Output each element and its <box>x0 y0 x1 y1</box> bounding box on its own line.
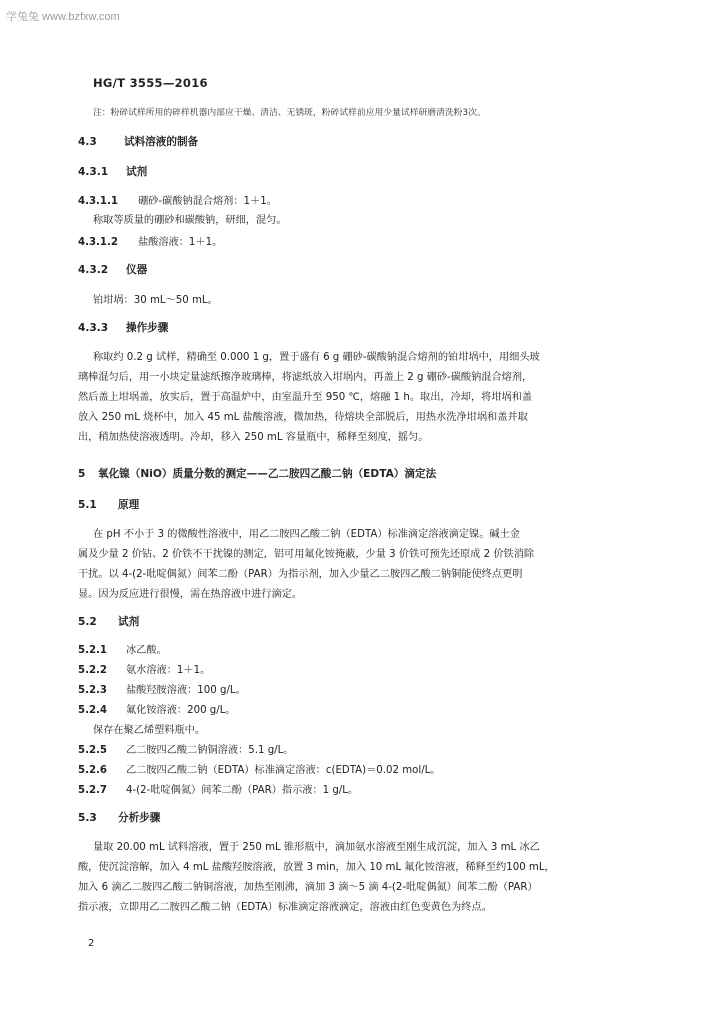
paragraph-line: 显。因为反应进行很慢，需在热溶液中进行滴定。 <box>78 589 303 600</box>
heading-4-3-2 <box>78 262 147 277</box>
item-text: 氨水溶液：1＋1。 <box>126 665 211 676</box>
storage-note: 保存在聚乙烯塑料瓶中。 <box>93 725 206 736</box>
paragraph-line: 干扰。以 4-(2-吡啶偶氮）间苯二酚（PAR）为指示剂，加入少量乙二胺四乙酸二钠铜能使终点更明 <box>78 569 523 580</box>
item-number: 5.2.2 <box>78 665 108 676</box>
item-text: 硼砂-碳酸钠混合熔剂：1＋1。 <box>138 196 277 207</box>
item-number: 5.2.7 <box>78 785 108 796</box>
heading-5-3 <box>78 810 160 825</box>
item-text: 氟化铵溶液：200 g/L。 <box>126 705 236 716</box>
paragraph-line: 璃棒混匀后，用一小块定量滤纸擦净玻璃棒，将滤纸放入坩埚内，再盖上 2 g 硼砂-碳酸钠混合熔剂， <box>78 372 533 383</box>
note: 注：粉碎试样所用的碎样机器内部应干燥、清洁、无锈斑，粉碎试样前应用少量试样研磨清洗粉3次。 <box>93 108 486 118</box>
item-text: 乙二胺四乙酸二钠铜溶液：5.1 g/L。 <box>126 745 294 756</box>
heading-5-2 <box>78 614 139 629</box>
item-5-2-3 <box>78 681 246 696</box>
item-4-3-1-1 <box>78 192 277 207</box>
item-number: 5.2.3 <box>78 685 108 696</box>
item-number: 4.3.1.2 <box>78 237 118 248</box>
paragraph-line: 加入 6 滴乙二胺四乙酸二钠铜溶液，加热至刚沸，滴加 3 滴～5 滴 4-(2-吡啶偶氮）间苯二酚（PAR） <box>78 882 538 893</box>
paragraph-line: 然后盖上坩埚盖，放实后，置于高温炉中，由室温升至 950 ℃，熔融 1 h。取出，冷却，将坩埚和盖 <box>78 392 533 403</box>
paragraph-line: 指示液，立即用乙二胺四乙酸二钠（EDTA）标准滴定溶液滴定，溶液由红色变黄色为终点。 <box>78 902 492 913</box>
paragraph-line: 量取 20.00 mL 试料溶液，置于 250 mL 锥形瓶中，滴加氨水溶液至刚生成沉淀，加入 3 mL 冰乙 <box>93 842 540 853</box>
section-number: 4.3.3 <box>78 322 109 334</box>
section-title: 分析步骤 <box>118 812 161 824</box>
paragraph-line: 称取约 0.2 g 试样，精确至 0.000 1 g，置于盛有 6 g 硼砂-碳酸钠混合熔剂的铂坩埚中，用细头玻 <box>93 352 540 363</box>
section-number: 5.1 <box>78 499 97 511</box>
item-5-2-7 <box>78 781 358 796</box>
paragraph-line: 属及少量 2 价钴、2 价铁不干扰镍的测定，铝可用氟化铵掩蔽，少量 3 价铁可预先还原成 2 价铁消除 <box>78 549 535 560</box>
item-number: 4.3.1.1 <box>78 196 118 207</box>
item-text: 盐酸羟胺溶液：100 g/L。 <box>126 685 246 696</box>
section-title: 仪器 <box>126 264 148 276</box>
section-number: 4.3.2 <box>78 264 109 276</box>
paragraph-line: 出，稍加热使溶液透明。冷却，移入 250 mL 容量瓶中，稀释至刻度，摇匀。 <box>78 432 429 443</box>
item-number: 5.2.4 <box>78 705 108 716</box>
section-title: 原理 <box>118 499 140 511</box>
item-number: 5.2.5 <box>78 745 108 756</box>
paragraph-line: 在 pH 不小于 3 的微酸性溶液中，用乙二胺四乙酸二钠（EDTA）标准滴定溶液滴定镍。碱土金 <box>93 529 520 540</box>
section-number: 5.3 <box>78 812 97 824</box>
standard-code: HG/T 3555—2016 <box>93 76 208 90</box>
section-title: 试料溶液的制备 <box>124 136 199 148</box>
heading-4-3-1 <box>78 164 147 179</box>
item-text: 4-(2-吡啶偶氮）间苯二酚（PAR）指示液：1 g/L。 <box>126 785 359 796</box>
section-title: 试剂 <box>126 166 148 178</box>
heading-4-3-3 <box>78 320 168 335</box>
item-5-2-2 <box>78 661 210 676</box>
item-5-2-6 <box>78 761 441 776</box>
section-title: 试剂 <box>118 616 140 628</box>
section-title: 操作步骤 <box>126 322 169 334</box>
page-number: 2 <box>88 938 95 949</box>
item-text: 盐酸溶液：1＋1。 <box>138 237 223 248</box>
section-number: 5 <box>78 468 86 480</box>
heading-5 <box>78 466 436 481</box>
section-number: 5.2 <box>78 616 97 628</box>
section-title: 氧化镍（NiO）质量分数的测定——乙二胺四乙酸二钠（EDTA）滴定法 <box>98 468 437 480</box>
item-number: 5.2.6 <box>78 765 108 776</box>
section-number: 4.3.1 <box>78 166 109 178</box>
paragraph-line: 酸，使沉淀溶解，加入 4 mL 盐酸羟胺溶液，放置 3 min，加入 10 mL 氟化铵溶液，稀释至约100 mL， <box>78 862 555 873</box>
crucible-spec: 铂坩埚：30 mL～50 mL。 <box>93 295 218 306</box>
heading-4-3 <box>78 134 198 149</box>
paragraph-line: 放入 250 mL 烧杯中，加入 45 mL 盐酸溶液，微加热，待熔块全部脱后，用热水洗净坩埚和盖并取 <box>78 412 528 423</box>
item-5-2-4 <box>78 701 236 716</box>
item-text: 乙二胺四乙酸二钠（EDTA）标准滴定溶液：c(EDTA)＝0.02 mol/L。 <box>126 765 441 776</box>
item-4-3-1-1-desc: 称取等质量的硼砂和碳酸钠，研细，混匀。 <box>93 215 287 226</box>
item-5-2-1 <box>78 641 167 656</box>
section-number: 4.3 <box>78 136 97 148</box>
heading-5-1 <box>78 497 139 512</box>
item-text: 冰乙酸。 <box>126 645 167 656</box>
watermark: 学兔兔 www.bzfxw.com <box>6 11 120 23</box>
item-5-2-5 <box>78 741 293 756</box>
item-4-3-1-2 <box>78 233 222 248</box>
item-number: 5.2.1 <box>78 645 108 656</box>
